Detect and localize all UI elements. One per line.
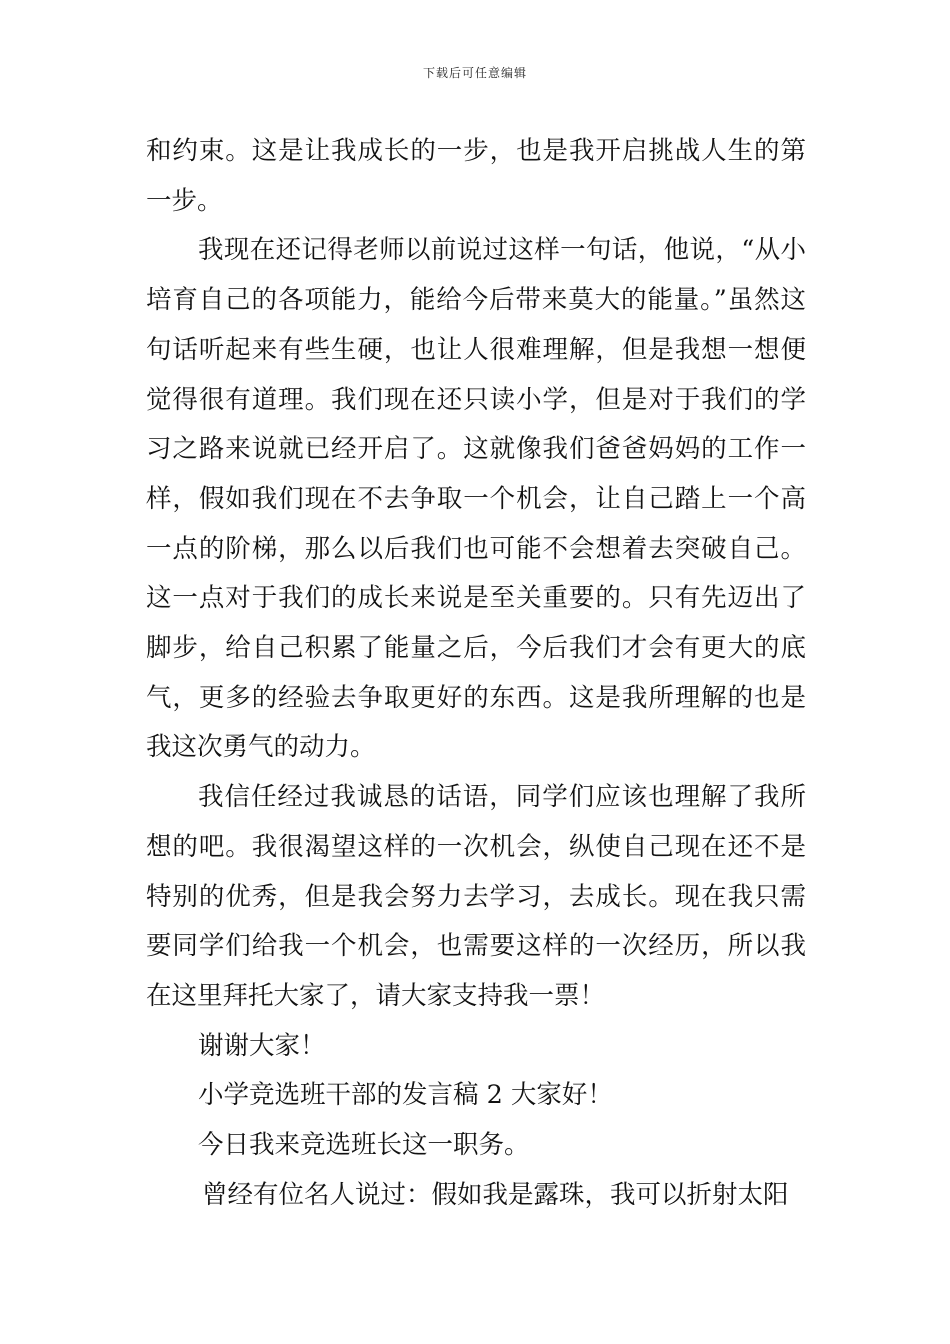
paragraph-famous-quote: 曾经有位名人说过：假如我是露珠，我可以折射太阳 [202, 1179, 789, 1210]
paragraph-request-support: 我信任经过我诚恳的话语，同学们应该也理解了我所想的吧。我很渴望这样的一次机会，纵使自己现在还不是特别的优秀，但是我会努力去学习，去成长。现在我只需要同学们给我一个机会，也需要这样的一次经历，所以我在这里拜托大家了，请大家支持我一票！ [146, 782, 806, 1011]
paragraph-campaign-intro: 今日我来竞选班长这一职务。 [198, 1130, 530, 1161]
paragraph-teacher-quote: 我现在还记得老师以前说过这样一句话，他说，“从小培育自己的各项能力，能给今后带来莫大的能量。”虽然这句话听起来有些生硬，也让人很难理解，但是我想一想便觉得很有道理。我们现在还只读小学，但是对于我们的学习之路来说就已经开启了。这就像我们爸爸妈妈的工作一样，假如我们现在不去争取一个机会，让自己踏上一个高一点的阶梯，那么以后我们也可能不会想着去突破自己。这一点对于我们的成长来说是至关重要的。只有先迈出了脚步，给自己积累了能量之后，今后我们才会有更大的底气，更多的经验去争取更好的东西。这是我所理解的也是我这次勇气的动力。 [146, 235, 806, 763]
document-body [146, 127, 806, 1220]
paragraph-continuation: 和约束。这是让我成长的一步，也是我开启挑战人生的第一步。 [146, 136, 806, 216]
page-header-note: 下载后可任意编辑 [422, 66, 527, 80]
paragraph-thanks: 谢谢大家！ [198, 1030, 326, 1061]
speech-2-title: 小学竞选班干部的发言稿 2 大家好！ [198, 1080, 613, 1111]
